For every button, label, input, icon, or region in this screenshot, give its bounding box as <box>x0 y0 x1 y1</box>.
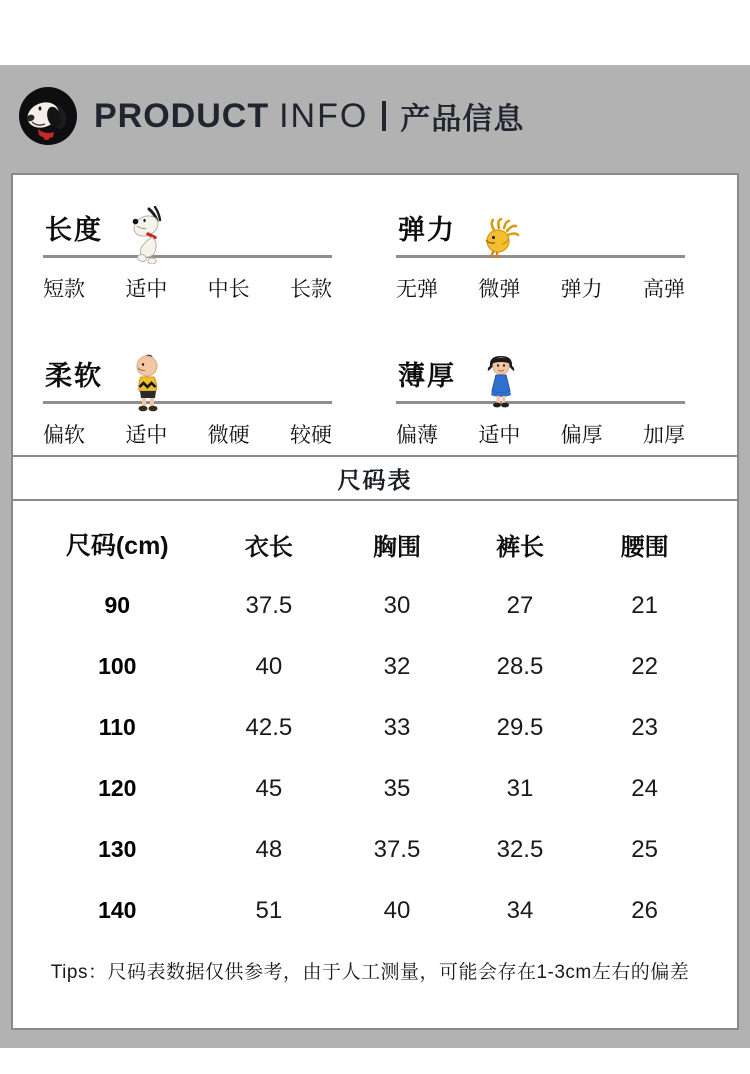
attribute-title: 柔软 <box>45 361 103 391</box>
value-cell: 21 <box>631 591 658 619</box>
value-cell: 24 <box>631 774 658 802</box>
value-cell: 45 <box>255 774 283 802</box>
option-label: 短款 <box>43 278 85 301</box>
title-english-light: INFO <box>279 96 369 135</box>
attribute-block-length <box>43 193 332 309</box>
snoopy-marker-icon <box>129 206 165 269</box>
value-cell: 27 <box>506 591 534 619</box>
size-cell: 130 <box>98 836 137 862</box>
attribute-scales-section <box>13 175 737 455</box>
size-chart-tips: Tips：尺码表数据仅供参考，由于人工测量，可能会存在1-3cm左右的偏差 <box>50 962 690 983</box>
slider-line <box>43 255 332 258</box>
table-row <box>33 636 707 697</box>
attribute-title: 薄厚 <box>398 361 456 391</box>
value-cell: 42.5 <box>245 713 293 741</box>
size-table-header-row <box>33 513 707 575</box>
table-row <box>33 880 707 941</box>
attribute-title: 弹力 <box>398 215 456 245</box>
snoopy-logo-icon <box>18 86 78 146</box>
option-label: 偏软 <box>43 424 85 447</box>
value-cell: 30 <box>383 591 411 619</box>
table-row <box>33 697 707 758</box>
lucy-marker-icon <box>486 354 516 413</box>
value-cell: 32.5 <box>496 835 544 863</box>
value-cell: 34 <box>506 896 534 924</box>
value-cell: 35 <box>383 774 411 802</box>
option-label: 适中 <box>478 424 521 447</box>
attribute-options <box>43 419 332 449</box>
value-cell: 51 <box>255 896 283 924</box>
table-row <box>33 819 707 880</box>
value-cell: 22 <box>631 652 658 680</box>
woodstock-marker-icon <box>480 218 522 263</box>
column-header-chest: 胸围 <box>372 533 421 561</box>
product-info-panel <box>11 173 739 1030</box>
size-cell: 120 <box>98 775 137 801</box>
attribute-title: 长度 <box>45 215 103 245</box>
size-cell: 140 <box>98 897 137 923</box>
value-cell: 48 <box>255 835 283 863</box>
size-cell: 110 <box>98 714 136 740</box>
value-cell: 37.5 <box>373 835 421 863</box>
value-cell: 28.5 <box>496 652 544 680</box>
option-label: 无弹 <box>396 278 438 301</box>
value-cell: 37.5 <box>245 591 293 619</box>
size-cell: 100 <box>98 653 137 679</box>
value-cell: 26 <box>631 896 658 924</box>
option-label: 微硬 <box>207 424 250 447</box>
slider-line <box>43 401 332 404</box>
title-english-bold: PRODUCT <box>94 96 270 135</box>
attribute-block-thickness <box>396 339 685 455</box>
column-header-pants-length: 裤长 <box>495 533 544 561</box>
column-header-waist: 腰围 <box>620 533 669 561</box>
value-cell: 33 <box>383 713 411 741</box>
value-cell: 31 <box>506 774 534 802</box>
option-label: 较硬 <box>289 424 332 447</box>
value-cell: 29.5 <box>496 713 544 741</box>
value-cell: 23 <box>631 713 658 741</box>
size-cell: 90 <box>104 592 131 618</box>
value-cell: 25 <box>631 835 658 863</box>
attribute-options <box>396 419 685 449</box>
option-label: 加厚 <box>642 424 685 447</box>
option-label: 适中 <box>125 424 168 447</box>
table-row <box>33 575 707 636</box>
size-chart-title-bar <box>13 455 737 501</box>
attribute-block-elasticity <box>396 193 685 309</box>
value-cell: 40 <box>255 652 283 680</box>
option-label: 适中 <box>125 278 168 301</box>
slider-line <box>396 401 685 404</box>
title-divider <box>382 101 386 131</box>
size-table <box>13 501 737 984</box>
value-cell: 32 <box>383 652 411 680</box>
slider-line <box>396 255 685 258</box>
attribute-block-softness <box>43 339 332 455</box>
header <box>18 85 718 147</box>
attribute-options <box>43 273 332 303</box>
column-header-size: 尺码(cm) <box>65 532 169 560</box>
table-row <box>33 758 707 819</box>
option-label: 高弹 <box>642 278 685 301</box>
size-chart-title: 尺码表 <box>337 466 413 493</box>
attribute-options <box>396 273 685 303</box>
value-cell: 40 <box>383 896 411 924</box>
option-label: 弹力 <box>560 278 603 301</box>
column-header-garment-length: 衣长 <box>244 533 293 561</box>
title-chinese: 产品信息 <box>400 103 525 136</box>
option-label: 偏厚 <box>560 424 603 447</box>
option-label: 偏薄 <box>396 424 438 447</box>
option-label: 中长 <box>207 278 250 301</box>
option-label: 长款 <box>289 278 332 301</box>
page-title <box>94 94 524 138</box>
charlie-brown-marker-icon <box>131 354 165 417</box>
option-label: 微弹 <box>478 278 521 301</box>
